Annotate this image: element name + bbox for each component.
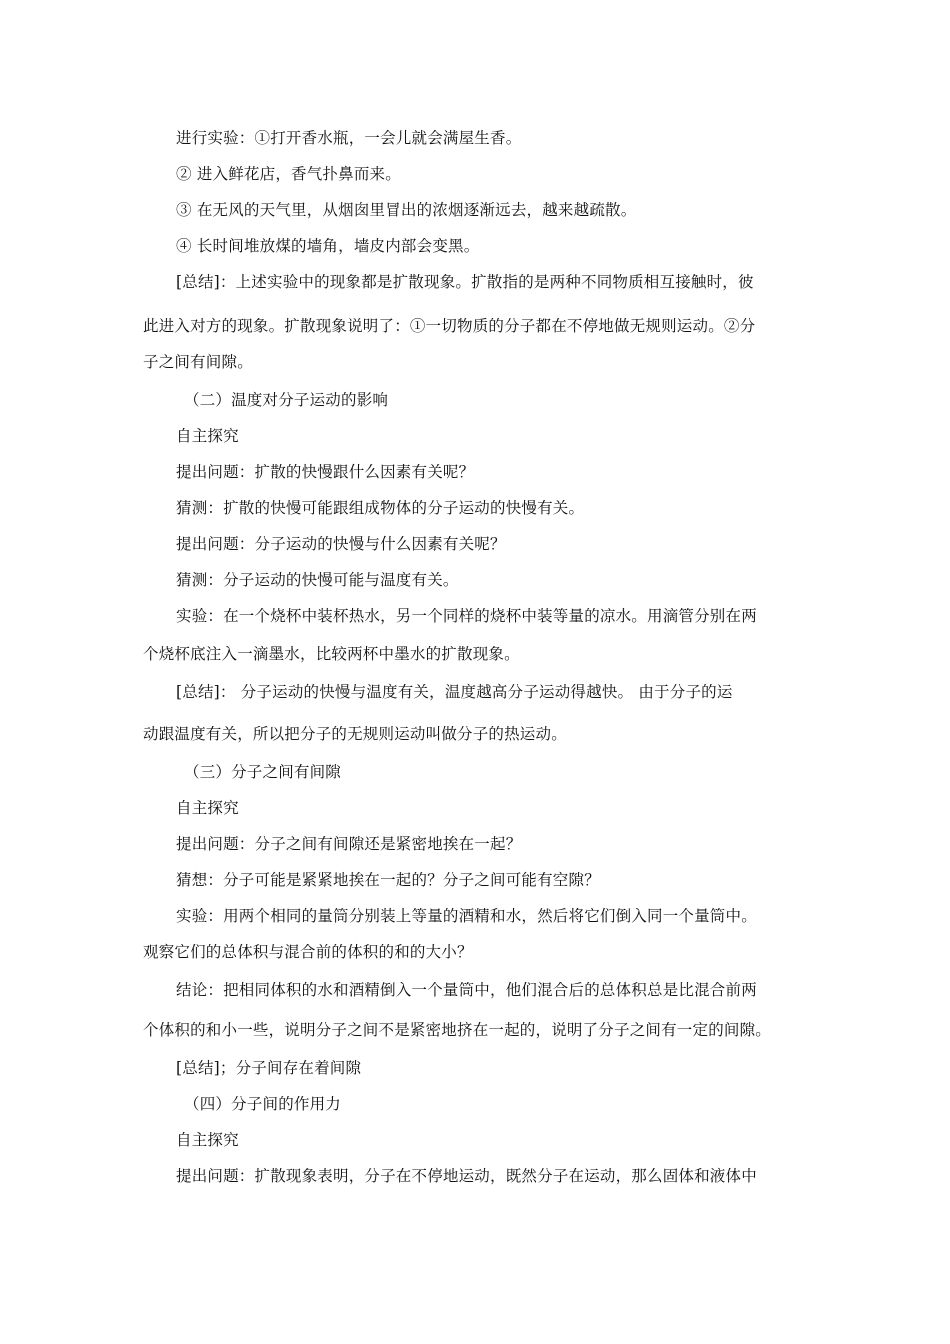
guess-2a: 猜测：扩散的快慢可能跟组成物体的分子运动的快慢有关。 (176, 499, 585, 517)
experiment-2-line1: 实验：在一个烧杯中装杯热水，另一个同样的烧杯中装等量的凉水。用滴管分别在两 (176, 607, 757, 625)
guess-2b: 猜测：分子运动的快慢可能与温度有关。 (176, 571, 459, 589)
summary-2-line2: 动跟温度有关，所以把分子的无规则运动叫做分子的热运动。 (143, 725, 567, 743)
paragraph-summary-1-line1: [总结]：上述实验中的现象都是扩散现象。扩散指的是两种不同物质相互接触时，彼 (176, 273, 754, 291)
summary-3: [总结]；分子间存在着间隙 (176, 1059, 362, 1077)
section-heading-3: （三）分子之间有间隙 (184, 763, 342, 781)
question-2b: 提出问题：分子运动的快慢与什么因素有关呢？ (176, 535, 506, 553)
self-study-label-4: 自主探究 (176, 1131, 239, 1149)
paragraph-summary-1-line3: 子之间有间隙。 (143, 353, 253, 371)
question-3: 提出问题：分子之间有间隙还是紧密地挨在一起？ (176, 835, 522, 853)
experiment-3-line2: 观察它们的总体积与混合前的体积的和的大小？ (143, 943, 473, 961)
self-study-label-2: 自主探究 (176, 427, 239, 445)
paragraph-experiment-intro: 进行实验：①打开香水瓶，一会儿就会满屋生香。 (176, 129, 522, 147)
paragraph-summary-1-line2: 此进入对方的现象。扩散现象说明了：①一切物质的分子都在不停地做无规则运动。②分 (143, 317, 756, 335)
conclusion-3-line2: 个体积的和小一些，说明分子之间不是紧密地挤在一起的，说明了分子之间有一定的间隙。 (143, 1021, 772, 1039)
question-4: 提出问题：扩散现象表明，分子在不停地运动，既然分子在运动，那么固体和液体中 (176, 1167, 757, 1185)
conclusion-3-line1: 结论：把相同体积的水和酒精倒入一个量筒中，他们混合后的总体积总是比混合前两 (176, 981, 757, 999)
self-study-label-3: 自主探究 (176, 799, 239, 817)
summary-2-line1: [总结]： 分子运动的快慢与温度有关，温度越高分子运动得越快。 由于分子的运 (176, 683, 733, 701)
question-2a: 提出问题：扩散的快慢跟什么因素有关呢？ (176, 463, 475, 481)
section-heading-4: （四）分子间的作用力 (184, 1095, 342, 1113)
experiment-3-line1: 实验：用两个相同的量筒分别装上等量的酒精和水，然后将它们倒入同一个量筒中。 (176, 907, 757, 925)
section-heading-2: （二）温度对分子运动的影响 (184, 391, 389, 409)
paragraph-experiment-3: ③ 在无风的天气里，从烟囱里冒出的浓烟逐渐远去，越来越疏散。 (176, 201, 637, 219)
paragraph-experiment-2: ② 进入鲜花店，香气扑鼻而来。 (176, 165, 401, 183)
guess-3: 猜想：分子可能是紧紧地挨在一起的？分子之间可能有空隙？ (176, 871, 600, 889)
paragraph-experiment-4: ④ 长时间堆放煤的墙角，墙皮内部会变黑。 (176, 237, 480, 255)
experiment-2-line2: 个烧杯底注入一滴墨水，比较两杯中墨水的扩散现象。 (143, 645, 520, 663)
